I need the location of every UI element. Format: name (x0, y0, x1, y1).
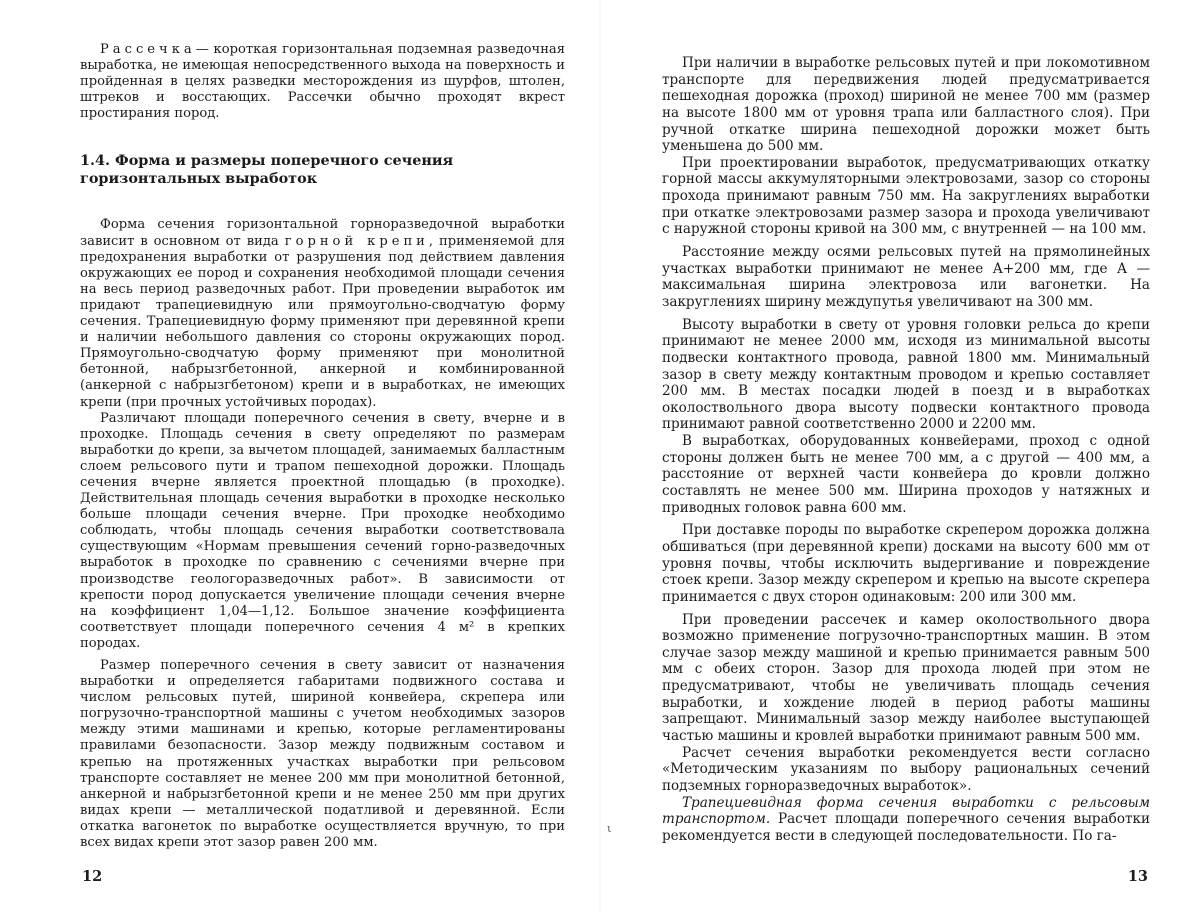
right-text-column (662, 55, 1150, 844)
right-page (600, 0, 1200, 912)
section-title: 1.4. Форма и размеры поперечного сечения горизонтальных выработок (80, 152, 565, 187)
gutter-mark: ι (607, 822, 611, 835)
paragraph: При доставке породы по выработке скрепером дорожка должна обшиваться (при деревянной крепи) досками на высоту 600 мм от уровня почвы, чтобы исключить выдергивание и повреждение стоек крепи. Зазор между скрепером и крепью на высоте скрепера принимается с двух сторон одинаковым: 200 или 300 мм. (662, 522, 1150, 605)
paragraph: При наличии в выработке рельсовых путей и при локомотивном транспорте для передвижения людей предусматривается пешеходная дорожка (проход) шириной не менее 700 мм (размер на высоте 1800 мм от уровня трапа или балластного слоя). При ручной откатке ширина пешеходной дорожки может быть уменьшена до 500 мм. (662, 55, 1150, 155)
paragraph: При проведении рассечек и камер околоствольного двора возможно применение погрузочно-транспортных машин. В этом случае зазор между машиной и крепью принимается равным 500 мм с обеих сторон. Зазор для прохода людей при этом не предусматривают, чтобы не увеличивать площадь сечения выработки, и хождение людей в период работы машины запрещают. Минимальный зазор между наиболее выступающей частью машины и кровлей выработки принимают равным 500 мм. (662, 612, 1150, 745)
italic-heading: Трапециевидная форма сечения выработки с рельсовым транспортом. (662, 795, 1150, 828)
page-number-left: 12 (82, 868, 102, 885)
paragraph: Трапециевидная форма сечения выработки с рельсовым транспортом. Расчет площади поперечного сечения выработки рекомендуется вести в следующей последовательности. По га- (662, 795, 1150, 845)
paragraph: При проектировании выработок, предусматривающих откатку горной массы аккумуляторными электровозами, зазор со стороны прохода принимают равным 750 мм. На закруглениях выработки при откатке электровозами размер зазора и прохода увеличивают с наружной стороны кривой на 300 мм, с внутренней — на 100 мм. (662, 155, 1150, 238)
left-page (0, 0, 600, 912)
paragraph-rassechka: Рассечка— короткая горизонтальная подземная разведочная выработка, не имеющая непосредственного выхода на поверхность и пройденная в целях разведки месторождения из шурфов, штолен, штреков и восстающих. Рассечки обычно проходят вкрест простирания пород. (80, 42, 565, 122)
paragraph: Размер поперечного сечения в свету зависит от назначения выработки и определяется габаритами подвижного состава и числом рельсовых путей, шириной конвейера, скрепера или погрузочно-транспортной машины с учетом необходимых зазоров между этими машинами и крепью, которые регламентированы правилами безопасности. Зазор между подвижным составом и крепью на протяженных участках выработки при рельсовом транспорте составляет не менее 200 мм при монолитной бетонной, анкерной и набрызгбетонной крепи и не менее 250 мм при других видах крепи — металлической податливой и деревянной. Если откатка вагонеток по выработке осуществляется вручную, то при всех видах крепи этот зазор равен 200 мм. (80, 658, 565, 851)
paragraph: Форма сечения горизонтальной горноразведочной выработки зависит в основном от вида горной крепи, применяемой для предохранения выработки от разрушения под действием давления окружающих ее пород и сохранения необходимой площади сечения на весь период разведочных работ. При проведении выработок им придают трапециевидную или прямоугольно-сводчатую форму сечения. Трапециевидную форму применяют при деревянной крепи и наличии небольшого давления со стороны окружающих пород. Прямоугольно-сводчатую форму применяют при монолитной бетонной, набрызгбетонной, анкерной и комбинированной (анкерной с набрызгбетоном) крепи и в выработках, не имеющих крепи (при прочных устойчивых породах). (80, 217, 565, 410)
paragraph: В выработках, оборудованных конвейерами, проход с одной стороны должен быть не менее 700 мм, а с другой — 400 мм, а расстояние от верхней части конвейера до кровли должно составлять не менее 500 мм. Ширина проходов у натяжных и приводных головок равна 600 мм. (662, 433, 1150, 516)
left-text-column (80, 42, 565, 851)
term-gornoi-krepi: горной крепи (285, 234, 429, 249)
paragraph: Различают площади поперечного сечения в свету, вчерне и в проходке. Площадь сечения в свету определяют по размерам выработки до крепи, за вычетом площадей, занимаемых балластным слоем рельсового пути и трапом пешеходной дорожки. Площадь сечения вчерне является проектной площадью (в проходке). Действительная площадь сечения выработки в проходке несколько больше площади сечения вчерне. При проходке необходимо соблюдать, чтобы площадь сечения выработки соответствовала существующим «Нормам превышения сечений горно-разведочных выработок в проходке по сравнению с сечениями вчерне при производстве геологоразведочных работ». В зависимости от крепости пород допускается увеличение площади сечения вчерне на коэффициент 1,04—1,12. Большое значение коэффициента соответствует площади поперечного сечения 4 м² в крепких породах. (80, 411, 565, 652)
page-number-right: 13 (1128, 868, 1148, 885)
paragraph: Расстояние между осями рельсовых путей на прямолинейных участках выработки принимают не менее А+200 мм, где А — максимальная ширина электровоза или вагонетки. На закруглениях ширину междупутья увеличивают на 300 мм. (662, 244, 1150, 311)
paragraph: Расчет сечения выработки рекомендуется вести согласно «Методическим указаниям по выбору рациональных сечений подземных горноразведочных выработок». (662, 745, 1150, 795)
term-rassechka: Рассечка (100, 42, 196, 57)
paragraph: Высоту выработки в свету от уровня головки рельса до крепи принимают не менее 2000 мм, исходя из минимальной высоты подвески контактного провода, равной 1800 мм. Минимальный зазор в свету между контактным проводом и крепью составляет 200 мм. В местах посадки людей в поезд и в выработках околоствольного двора высоту подвески контактного провода принимают равной соответственно 2000 и 2200 мм. (662, 317, 1150, 433)
